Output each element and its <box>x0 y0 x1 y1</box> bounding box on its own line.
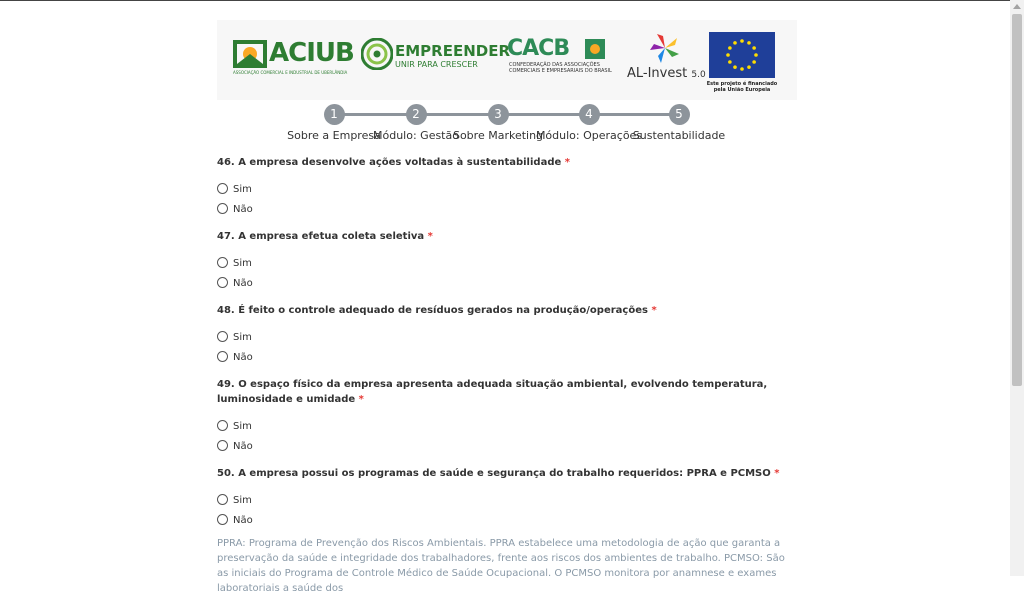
required-marker: * <box>427 231 433 242</box>
radio-button[interactable] <box>217 331 228 342</box>
progress-stepper <box>287 104 726 144</box>
option-sim[interactable]: Sim <box>217 494 252 508</box>
scroll-up-arrow-icon[interactable] <box>1013 4 1021 9</box>
eu-star-icon <box>726 53 730 57</box>
window-top-border <box>0 0 1024 1</box>
eu-star-icon <box>740 67 744 71</box>
cacb-logo-icon <box>585 39 605 59</box>
question-50: 50. A empresa possui os programas de saúde e segurança do trabalho requeridos: PPRA e PCMSO * <box>217 468 780 479</box>
empreender-logo-icon <box>361 38 393 70</box>
step-number: 4 <box>579 104 600 125</box>
step-number: 3 <box>488 104 509 125</box>
question-help-text: PPRA: Programa de Prevenção dos Riscos Ambientais. PPRA estabelece uma metodologia de ação que garanta a preservação da saúde e integridade dos trabalhadores, frente aos riscos dos ambientes de trabalho. PCMSO: São as iniciais do Programa de Controle Médico de Saúde Ocupacional. O PCMSO monitora por anamnese e exames laboratoriais a saúde dos <box>217 538 785 594</box>
eu-flag-icon <box>709 32 775 78</box>
partner-logos-banner <box>217 20 797 100</box>
eu-funding-caption: Este projeto é financiado pela União Europeia <box>706 81 778 93</box>
step-number: 1 <box>324 104 345 125</box>
eu-star-icon <box>754 53 758 57</box>
al-invest-logo-text: AL-Invest 5.0 <box>627 66 706 81</box>
option-nao[interactable]: Não <box>217 514 253 528</box>
question-46: 46. A empresa desenvolve ações voltadas à sustentabilidade * <box>217 157 570 168</box>
option-sim[interactable]: Sim <box>217 331 252 345</box>
required-marker: * <box>651 305 657 316</box>
question-48: 48. É feito o controle adequado de resíduos gerados na produção/operações * <box>217 305 657 316</box>
radio-button[interactable] <box>217 277 228 288</box>
eu-star-icon <box>728 60 732 64</box>
al-invest-logo-icon <box>647 30 683 66</box>
eu-star-icon <box>752 46 756 50</box>
eu-star-icon <box>728 46 732 50</box>
step-label: Sustentabilidade <box>632 129 726 142</box>
eu-star-icon <box>747 65 751 69</box>
radio-button[interactable] <box>217 494 228 505</box>
option-nao[interactable]: Não <box>217 203 253 217</box>
radio-button[interactable] <box>217 440 228 451</box>
aciub-logo-subtitle: ASSOCIAÇÃO COMERCIAL E INDUSTRIAL DE UBERLÂNDIA <box>233 70 348 75</box>
required-marker: * <box>774 468 780 479</box>
option-nao[interactable]: Não <box>217 440 253 454</box>
question-49: 49. O espaço físico da empresa apresenta adequada situação ambiental, evolvendo temperatura, luminosidade e umidade * <box>217 379 768 405</box>
required-marker: * <box>358 394 364 405</box>
question-47: 47. A empresa efetua coleta seletiva * <box>217 231 433 242</box>
required-marker: * <box>564 157 570 168</box>
radio-button[interactable] <box>217 351 228 362</box>
step-label: Sobre a Empresa <box>287 129 381 142</box>
radio-button[interactable] <box>217 257 228 268</box>
step-label: Módulo: Operações <box>535 129 643 142</box>
eu-star-icon <box>740 39 744 43</box>
vertical-scrollbar[interactable] <box>1010 0 1024 576</box>
aciub-logo-text: ACIUB <box>269 38 354 68</box>
option-nao[interactable]: Não <box>217 351 253 365</box>
radio-button[interactable] <box>217 203 228 214</box>
empreender-logo-subtitle: UNIR PARA CRESCER <box>395 60 478 69</box>
option-sim[interactable]: Sim <box>217 257 252 271</box>
option-nao[interactable]: Não <box>217 277 253 291</box>
empreender-logo-text: EMPREENDER <box>395 42 511 60</box>
step-number: 2 <box>406 104 427 125</box>
eu-star-icon <box>747 41 751 45</box>
radio-button[interactable] <box>217 514 228 525</box>
eu-star-icon <box>733 65 737 69</box>
option-sim[interactable]: Sim <box>217 183 252 197</box>
eu-star-icon <box>733 41 737 45</box>
cacb-logo-text: CACB <box>507 36 570 61</box>
cacb-logo-subtitle: CONFEDERAÇÃO DAS ASSOCIAÇÕES COMERCIAIS E EMPRESARIAIS DO BRASIL <box>509 62 612 74</box>
step-label: Módulo: Gestão <box>373 129 459 142</box>
radio-button[interactable] <box>217 183 228 194</box>
step-number: 5 <box>669 104 690 125</box>
step-5[interactable] <box>609 104 749 142</box>
step-label: Sobre Marketing <box>452 129 544 142</box>
scrollbar-thumb[interactable] <box>1012 14 1022 386</box>
option-sim[interactable]: Sim <box>217 420 252 434</box>
eu-star-icon <box>752 60 756 64</box>
radio-button[interactable] <box>217 420 228 431</box>
aciub-logo-icon <box>233 40 267 68</box>
